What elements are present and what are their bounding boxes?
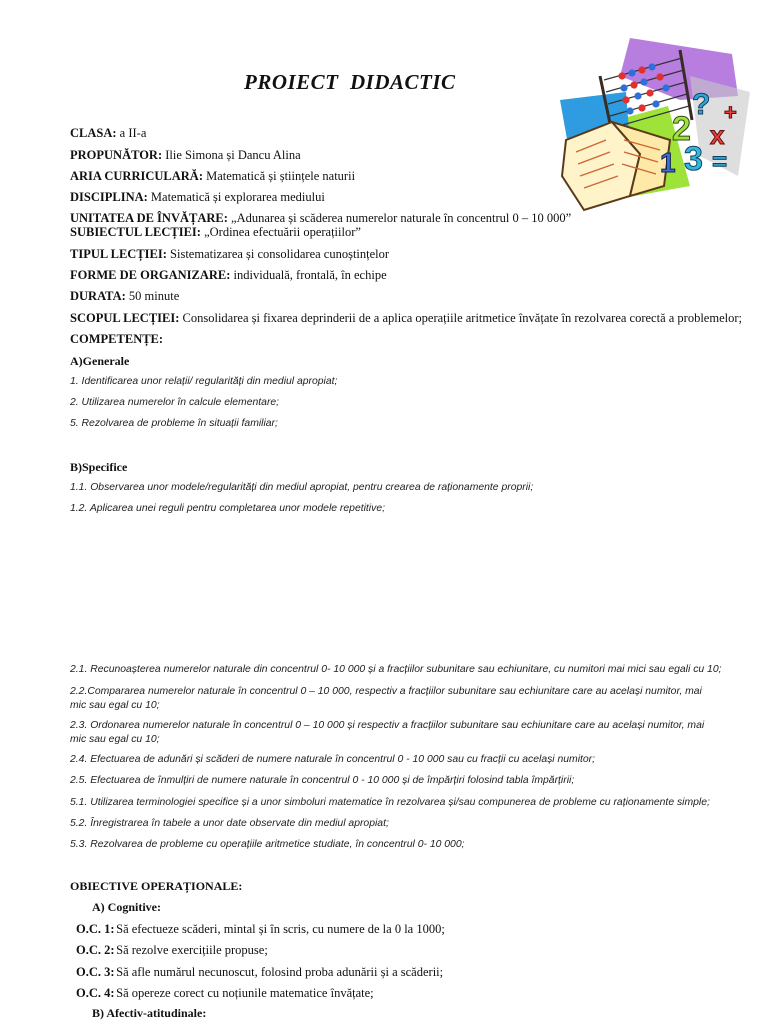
- svg-text:+: +: [724, 100, 737, 125]
- field-value: „Ordinea efectuării operațiilor”: [200, 225, 361, 239]
- objectives-heading: OBIECTIVE OPERAȚIONALE:: [70, 879, 243, 893]
- list-item: 5. Rezolvarea de probleme în situații familiar;: [70, 418, 278, 429]
- document-title: PROIECT DIDACTIC: [244, 70, 456, 94]
- field-value: Sistematizarea și consolidarea cunoștințelor: [166, 247, 390, 261]
- field-label: COMPETENȚE:: [70, 332, 164, 346]
- field-value: Consolidarea și fixarea deprinderii de a aplica operațiile aritmetice învățate în rezolvarea corectă a problemelor;: [179, 311, 742, 325]
- field-clasa: [70, 126, 146, 141]
- field-label: PROPUNĂTOR:: [70, 148, 163, 162]
- field-label: SCOPUL LECȚIEI:: [70, 311, 180, 325]
- field-label: ARIA CURRICULARĂ:: [70, 169, 203, 183]
- field-scopul: [70, 311, 742, 326]
- objective-text: Să rezolve exercițiile propuse;: [113, 943, 268, 957]
- list-item: 2.3. Ordonarea numerelor naturale în concentrul 0 – 10 000 și respectiv a fracțiilor subunitare sau echiunitare care au același numitor, mai mic sau egal cu 10;: [70, 720, 705, 745]
- field-forme: [70, 268, 387, 283]
- objective-text: Să opereze corect cu noțiunile matematice învățate;: [113, 986, 374, 1000]
- list-item: 1.2. Aplicarea unei reguli pentru completarea unor modele repetitive;: [70, 503, 385, 514]
- list-item: 2.5. Efectuarea de înmulțiri de numere naturale în concentrul 0 - 10 000 și de împărțiri folosind tabla împărțirii;: [70, 775, 575, 786]
- objective-code: O.C. 1:: [76, 922, 115, 936]
- field-label: TIPUL LECȚIEI:: [70, 247, 167, 261]
- list-item: 2.2.Compararea numerelor naturale în concentrul 0 – 10 000, respectiv a fracțiilor subunitare sau echiunitare care au același numitor, mai mic sau egal cu 10;: [70, 686, 702, 711]
- svg-text:1: 1: [660, 147, 676, 178]
- list-item: 1.1. Observarea unor modele/regularități din mediul apropiat, pentru crearea de raționamente proprii;: [70, 482, 534, 493]
- field-value: a II-a: [116, 126, 147, 140]
- list-item: 5.2. Înregistrarea în tabele a unor date observate din mediul apropiat;: [70, 818, 389, 829]
- field-competente: [70, 332, 163, 347]
- list-item: 1. Identificarea unor relații/ regularități din mediul apropiat;: [70, 376, 338, 387]
- math-clipart-icon: [560, 36, 750, 212]
- list-item: 2. Utilizarea numerelor în calcule elementare;: [70, 397, 280, 408]
- list-item: 5.3. Rezolvarea de probleme cu operațiile aritmetice studiate, în concentrul 0- 10 000;: [70, 839, 465, 850]
- field-label: DURATA:: [70, 289, 126, 303]
- objective-item: [76, 943, 268, 958]
- objective-code: O.C. 2:: [76, 943, 115, 957]
- list-item: 2.1. Recunoașterea numerelor naturale din concentrul 0- 10 000 și a fracțiilor subunitare sau echiunitare, cu numitori mai mici sau egali cu 10;: [70, 664, 722, 675]
- field-aria-curriculara: [70, 169, 355, 184]
- list-item: 5.1. Utilizarea terminologiei specifice și a unor simboluri matematice în rezolvarea și/sau compunerea de probleme cu raționamente simple;: [70, 797, 710, 808]
- field-label: DISCIPLINA:: [70, 190, 148, 204]
- field-value: individuală, frontală, în echipe: [230, 268, 387, 282]
- objective-item: [76, 922, 445, 937]
- field-tipul: [70, 247, 389, 262]
- field-label: CLASA:: [70, 126, 117, 140]
- list-item: 2.4. Efectuarea de adunări și scăderi de numere naturale în concentrul 0 - 10 000 sau cu fracții cu același numitor;: [70, 754, 596, 765]
- svg-text:2: 2: [672, 110, 691, 148]
- field-value: Matematică și științele naturii: [203, 169, 356, 183]
- svg-text:3: 3: [684, 140, 703, 178]
- objective-code: O.C. 4:: [76, 986, 115, 1000]
- objective-text: Să afle numărul necunoscut, folosind proba adunării și a scăderii;: [113, 965, 444, 979]
- field-value: Matematică și explorarea mediului: [147, 190, 325, 204]
- objective-code: O.C. 3:: [76, 965, 115, 979]
- svg-text:?: ?: [692, 88, 711, 121]
- svg-text:=: =: [712, 146, 728, 176]
- field-label: FORME DE ORGANIZARE:: [70, 268, 231, 282]
- field-propunator: [70, 148, 301, 163]
- field-subiectul: [70, 225, 361, 240]
- objective-text: Să efectueze scăderi, mintal și în scris, cu numere de la 0 la 1000;: [113, 922, 445, 936]
- field-label: UNITATEA DE ÎNVĂȚARE:: [70, 211, 228, 225]
- svg-text:x: x: [710, 120, 725, 150]
- field-durata: [70, 289, 179, 304]
- objective-item: [76, 986, 374, 1001]
- field-label: SUBIECTUL LECȚIEI:: [70, 225, 201, 239]
- objective-item: [76, 965, 443, 980]
- field-disciplina: [70, 190, 325, 205]
- field-value: „Adunarea și scăderea numerelor naturale în concentrul 0 – 10 000”: [227, 211, 572, 225]
- cognitive-heading: A) Cognitive:: [92, 900, 161, 914]
- general-heading: A)Generale: [70, 354, 130, 368]
- field-unitatea: [70, 211, 571, 226]
- field-value: 50 minute: [125, 289, 180, 303]
- affective-heading: B) Afectiv-atitudinale:: [92, 1006, 207, 1020]
- field-value: Ilie Simona și Dancu Alina: [162, 148, 301, 162]
- specific-heading: B)Specifice: [70, 460, 128, 474]
